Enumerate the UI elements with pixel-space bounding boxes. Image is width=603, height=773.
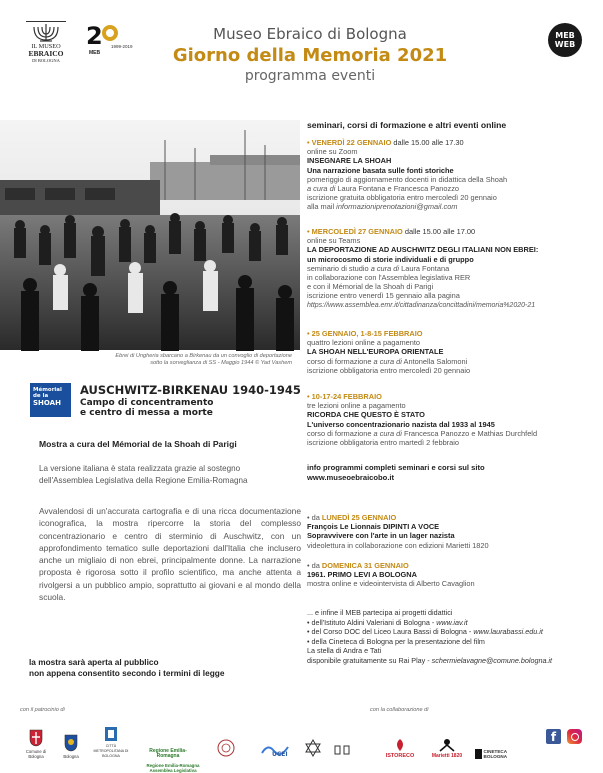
logo-citta-metropolitana: CITTÀ METROPOLITANA DI BOLOGNA [92,719,130,759]
exhibition-title: AUSCHWITZ-BIRKENAU 1940-1945 [80,383,301,397]
laurabassi-link[interactable]: www.laurabassi.edu.it [473,627,543,637]
logo-comune-bologna: Comune di Bologna [25,719,47,759]
photo-caption: Ebrei di Ungheria sbarcano a Birkenau da un convoglio di deportazione sotto la sorveglianza di SS - Maggio 1944 © Yad Vashem [115,353,292,366]
anniversary-years: 1999-2019 [111,44,133,49]
metro-crest-icon [104,726,118,742]
memorial-shoah-logo: Mémorial de la SHOAH [30,383,71,417]
museo-logo-text: IL MUSEO EBRAICO DI BOLOGNA [28,43,64,63]
ucei-wave-icon [260,743,290,757]
logo-star [302,719,324,759]
logo-regione-er: Regione Emilia-Romagna [149,748,187,759]
event-1-mail-link[interactable]: informazioniprenotazioni@gmail.com [336,202,458,212]
logo-marietti: Marietti 1820 [430,719,464,759]
seal-icon [217,739,235,757]
event-4: • 10-17-24 FEBBRAIO tre lezioni online a pagamento RICORDA CHE QUESTO È STATO L'universo concentrazionario nazista dal 1933 al 1945 corso di formazione a cura di Francesca Panozzo e Mathias Durchfeld iscrizione obbligatoria entro martedì 2 febbraio [307,392,538,448]
facebook-icon[interactable]: f [546,729,561,744]
logo-assemblea-legislativa: Regione Emilia-Romagna Assemblea Legislativa [146,763,200,773]
svg-text:UCEI: UCEI [272,751,288,758]
event-6: • da DOMENICA 31 GENNAIO 1961. PRIMO LEVI A BOLOGNA mostra online e videointervista di Alberto Cavaglion [307,561,475,589]
iav-link[interactable]: www.iav.it [436,617,468,627]
anniversary-circle-icon [102,25,118,41]
menorah-icon [22,21,70,43]
partner-logos [0,719,603,773]
coat-of-arms-icon [29,729,43,747]
city-crest-icon [64,734,78,752]
logo-ucei [258,719,292,759]
museum-site-link[interactable]: www.museoebraicobo.it [307,473,395,482]
instagram-icon[interactable] [567,729,582,744]
museum-name: Museo Ebraico di Bologna [213,25,407,43]
logo-istoreco: ISTORECO [380,719,420,759]
info-programs: info programmi completi seminari e corsi sul sito www.museoebraicobo.it [307,463,485,482]
opening-note: la mostra sarà aperta al pubblico non appena consentito secondo i termini di legge [29,657,225,678]
logo-cineteca: CINETECA BOLOGNA [475,719,515,759]
cineteca-square-icon [475,749,482,759]
marietti-figure-icon [436,738,458,752]
birkenau-photo-image [0,120,300,350]
meb-web-badge[interactable]: MEB WEB [548,23,582,57]
hebrew-letters-icon [333,743,353,757]
exhibition-subtitle: Campo di concentramento e centro di messa a morte [80,398,214,418]
didactic-projects: ... e infine il MEB partecipa ai progetti didattici • dell'Istituto Aldini Valeriani di Bologna - www.iav.it • del Corso DOC del Liceo Laura Bassi di Bologna - www.laurabassi.edu.it • della Cineteca di Bologna per la presentazione del film La stella di Andra e Tati disponibile gratuitamente su Rai Play - schermielavagne@comune.bologna.it [307,608,553,665]
exhibition-curator: Mostra a cura del Mémorial de la Shoah di Parigi [39,439,237,449]
istoreco-flame-icon [384,738,416,752]
anniversary-meb-label: MEB [89,50,101,56]
exhibition-description: Avvalendosi di un'accurata cartografia e di una ricca documentazione iconografica, la mostra ripercorre la storia del complesso concentrazionario e centro di sterminio di Auschwitz, con un approfondimento tematico sulle deportazioni dall'Italia che inclusero anche un migliaio di non ebrei, principalmente donne. La narrazione proposta è rigorosa sotto il profilo scientifico, ma anche attenta a rivolgersi a un pubblico ampio, soprattutto ai giovani e al mondo della scuola. [39,506,301,603]
event-2: • MERCOLEDÌ 27 GENNAIO dalle 15.00 alle 17.00 online su Teams LA DEPORTAZIONE AD AUSCHWITZ DEGLI ITALIANI NON EBREI: un microcosmo di storie individuali e di gruppo seminario di studio a cura di Laura Fontana in collaborazione con l'Assemblea legislativa RER e con il Mémorial de la Shoah di Parigi iscrizione entro venerdì 15 gennaio alla pagina https://www.assemblea.emr.it/cittadinanza/concittadini/memoria%2020-21 [307,227,589,310]
event-1: • VENERDÌ 22 GENNAIO dalle 15.00 alle 17.30 online su Zoom INSEGNARE LA SHOAH Una narrazione basata sulle fonti storiche pomeriggio di aggiornamento docenti in didattica della Shoah a cura di Laura Fontana e Francesca Panozzo iscrizione gratuita obbligatoria entro mercoledì 20 gennaio alla mail informazioniprenotazioni@gmail.com [307,138,508,212]
events-section-title: seminari, corsi di formazione e altri eventi online [307,120,507,130]
event-2-url-link[interactable]: https://www.assemblea.emr.it/cittadinanza/concittadini/memoria%2020-21 [307,301,536,309]
historical-photo [0,120,300,350]
event-5: • da LUNEDÌ 25 GENNAIO François Le Lionnais DIPINTI A VOCE Sopravvivere con l'arte in un lager nazista videolettura in collaborazione con edizioni Marietti 1820 [307,513,489,550]
italian-version-note: La versione italiana è stata realizzata grazie al sostegno dell'Assemblea Legislativa della Regione Emilia-Romagna [39,464,248,485]
page-title: Giorno della Memoria 2021 [172,45,448,66]
logo-seal [215,719,237,759]
logo-hebrew [332,719,354,759]
anniversary-number: 2 [86,22,103,50]
anniversary-logo [86,22,144,62]
collaboration-label: con la collaborazione di [370,707,429,713]
logo-bologna: Bologna [60,719,82,759]
patronage-label: con il patrocinio di [20,707,65,713]
star-of-david-icon [304,739,322,757]
event-3: • 25 GENNAIO, 1-8-15 FEBBRAIO quattro lezioni online a pagamento LA SHOAH NELL'EUROPA ORIENTALE corso di formazione a cura di Antonella Salomoni iscrizione obbligatoria entro mercoledì 20 gennaio [307,329,471,375]
museo-ebraico-logo [22,21,70,65]
page-subtitle: programma eventi [244,68,376,84]
schermi-mail-link[interactable]: schermielavagne@comune.bologna.it [431,655,553,665]
